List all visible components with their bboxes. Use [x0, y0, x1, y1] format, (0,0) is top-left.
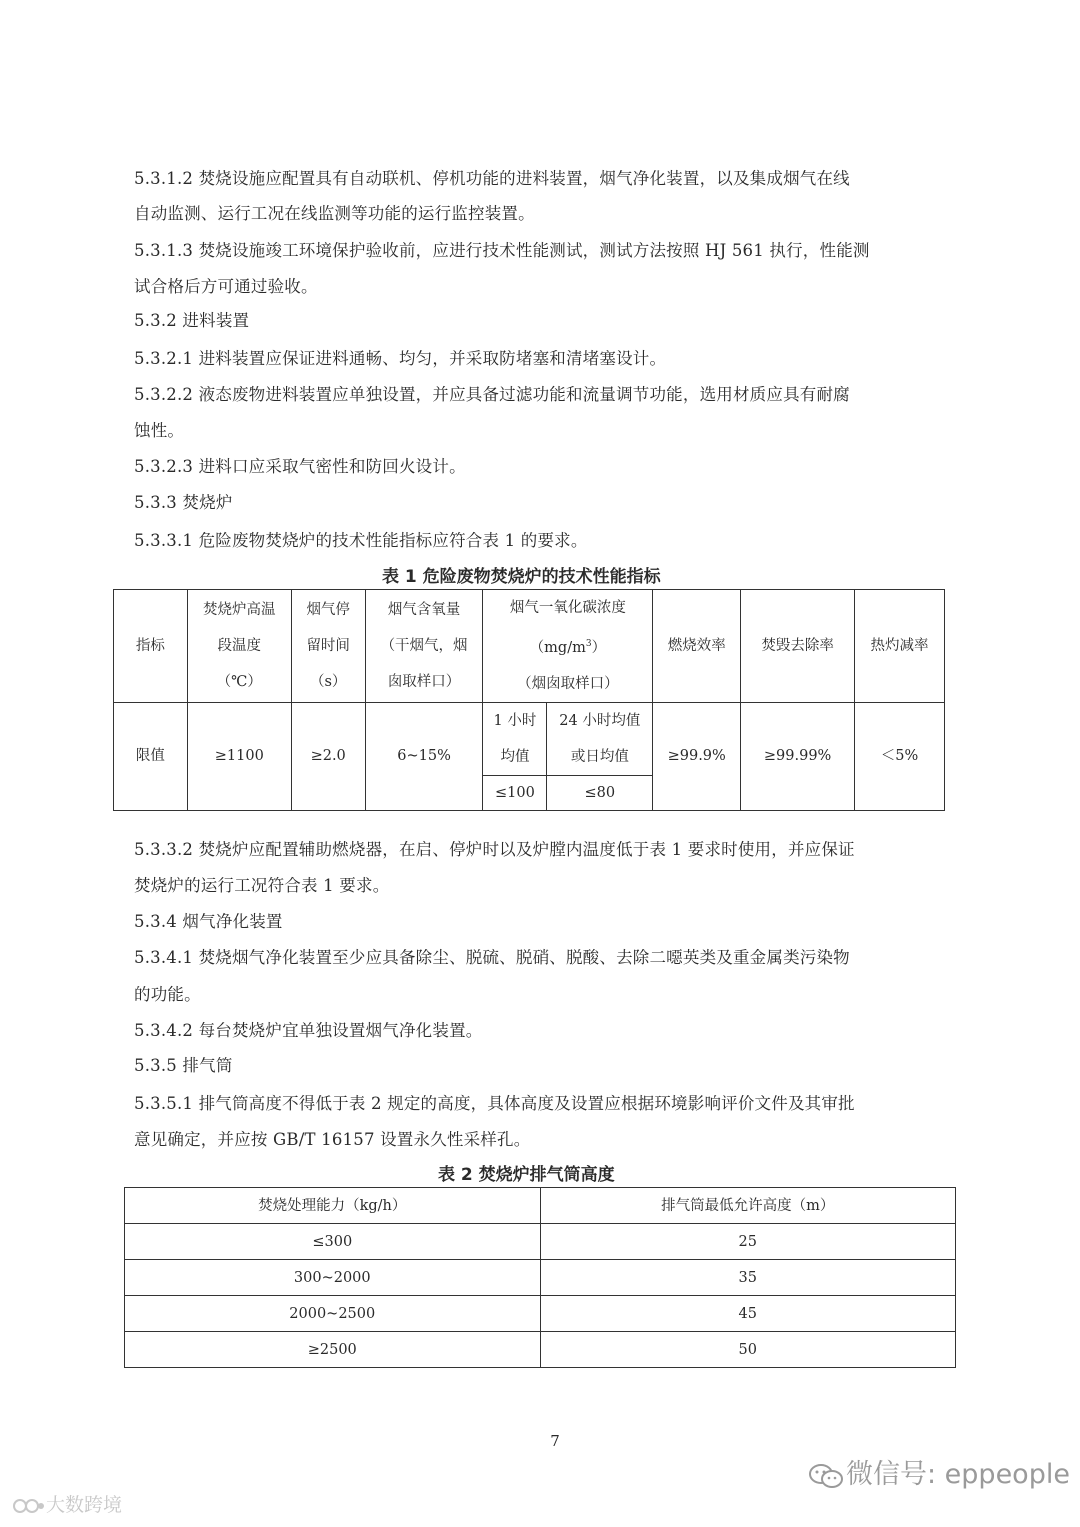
- co-24h-value: ≤80: [547, 775, 653, 810]
- brand-watermark: 大数跨境: [12, 1490, 122, 1517]
- paragraph-line: 5.3.2.2 液态废物进料装置应单独设置，并应具备过滤功能和流量调节功能，选用材质应具有耐腐: [134, 385, 850, 404]
- table2-caption: 表 2 焚烧炉排气筒高度: [438, 1165, 615, 1185]
- table2-header-capacity: 焚烧处理能力（kg/h）: [125, 1188, 541, 1224]
- section-heading: 5.3.4 烟气净化装置: [134, 912, 283, 931]
- limit-loss-on-ignition: ＜5%: [855, 702, 945, 810]
- capacity-cell: 300~2000: [125, 1260, 541, 1296]
- co-24h-label: 24 小时均值 或日均值: [547, 702, 653, 775]
- table-row: [125, 1224, 956, 1260]
- paragraph-line: 焚烧炉的运行工况符合表 1 要求。: [134, 876, 390, 895]
- header-indicator: 指标: [114, 590, 188, 703]
- table-row: [125, 1332, 956, 1368]
- header-loss-on-ignition: 热灼减率: [855, 590, 945, 703]
- section-heading: 5.3.2 进料装置: [134, 311, 250, 330]
- limit-temperature: ≥1100: [187, 702, 291, 810]
- header-oxygen: 烟气含氧量 （干烟气，烟 囱取样口）: [365, 590, 483, 703]
- capacity-cell: ≥2500: [125, 1332, 541, 1368]
- header-residence-time: 烟气停 留时间 （s）: [291, 590, 365, 703]
- header-co-concentration: 烟气一氧化碳浓度 $(mg/m^3)$ （烟囱取样口）: [483, 590, 653, 703]
- table-row: [125, 1260, 956, 1296]
- paragraph-line: 试合格后方可通过验收。: [134, 277, 318, 296]
- height-cell: 25: [540, 1224, 955, 1260]
- co-1h-label: 1 小时 均值: [483, 702, 547, 775]
- paragraph-line: 自动监测、运行工况在线监测等功能的运行监控装置。: [134, 204, 535, 223]
- brand-logo-icon: [12, 1496, 46, 1516]
- table1-caption: 表 1 危险废物焚烧炉的技术性能指标: [382, 567, 661, 587]
- table1: [113, 589, 945, 811]
- limit-destruction-removal: ≥99.99%: [741, 702, 855, 810]
- section-heading: 5.3.3 焚烧炉: [134, 493, 233, 512]
- paragraph-line: 意见确定，并应按 GB/T 16157 设置永久性采样孔。: [134, 1130, 531, 1149]
- height-cell: 45: [540, 1296, 955, 1332]
- paragraph-line: 5.3.4.1 焚烧烟气净化装置至少应具备除尘、脱硫、脱硝、脱酸、去除二噁英类及重金属类污染物: [134, 948, 850, 967]
- paragraph-line: 5.3.1.2 焚烧设施应配置具有自动联机、停机功能的进料装置，烟气净化装置，以及集成烟气在线: [134, 169, 850, 188]
- height-cell: 35: [540, 1260, 955, 1296]
- table-row: [125, 1296, 956, 1332]
- table2: [124, 1187, 956, 1368]
- header-combustion-efficiency: 燃烧效率: [653, 590, 741, 703]
- limit-residence-time: ≥2.0: [291, 702, 365, 810]
- wechat-watermark: 微信号: eppeople: [808, 1452, 1070, 1491]
- limit-combustion-efficiency: ≥99.9%: [653, 702, 741, 810]
- page-number: 7: [550, 1432, 560, 1450]
- paragraph-line: 5.3.2.3 进料口应采取气密性和防回火设计。: [134, 457, 466, 476]
- paragraph-line: 5.3.2.1 进料装置应保证进料通畅、均匀，并采取防堵塞和清堵塞设计。: [134, 349, 667, 368]
- paragraph-line: 蚀性。: [134, 421, 185, 440]
- paragraph-line: 5.3.5.1 排气筒高度不得低于表 2 规定的高度，具体高度及设置应根据环境影响评价文件及其审批: [134, 1094, 855, 1113]
- limit-oxygen: 6~15%: [365, 702, 483, 810]
- capacity-cell: ≤300: [125, 1224, 541, 1260]
- limit-label: 限值: [114, 702, 188, 810]
- height-cell: 50: [540, 1332, 955, 1368]
- header-destruction-removal: 焚毁去除率: [741, 590, 855, 703]
- co-1h-value: ≤100: [483, 775, 547, 810]
- paragraph-line: 5.3.4.2 每台焚烧炉宜单独设置烟气净化装置。: [134, 1021, 483, 1040]
- wechat-icon: [808, 1463, 844, 1489]
- table2-header-height: 排气筒最低允许高度（m）: [540, 1188, 955, 1224]
- paragraph-line: 5.3.1.3 焚烧设施竣工环境保护验收前，应进行技术性能测试，测试方法按照 HJ 561 执行，性能测: [134, 241, 870, 260]
- paragraph-line: 5.3.3.2 焚烧炉应配置辅助燃烧器，在启、停炉时以及炉膛内温度低于表 1 要求时使用，并应保证: [134, 840, 855, 859]
- capacity-cell: 2000~2500: [125, 1296, 541, 1332]
- section-heading: 5.3.5 排气筒: [134, 1056, 233, 1075]
- paragraph-line: 的功能。: [134, 985, 201, 1004]
- paragraph-line: 5.3.3.1 危险废物焚烧炉的技术性能指标应符合表 1 的要求。: [134, 531, 588, 550]
- header-temperature: 焚烧炉高温 段温度 （℃）: [187, 590, 291, 703]
